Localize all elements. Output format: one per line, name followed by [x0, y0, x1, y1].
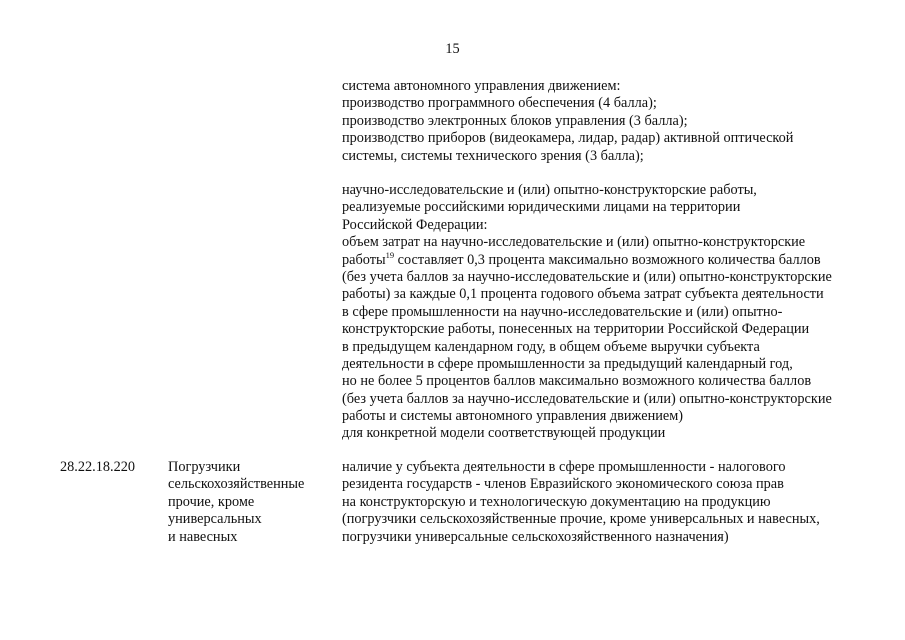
text-line: Российской Федерации:	[342, 216, 488, 233]
requirement-text	[342, 459, 882, 546]
text-line: сельскохозяйственные	[168, 476, 305, 493]
text-line: для конкретной модели соответствующей продукции	[342, 425, 666, 442]
text-line: (без учета баллов за научно-исследовательские и (или) опытно-конструкторские	[342, 390, 832, 407]
text-line: работы) за каждые 0,1 процента годового объема затрат субъекта деятельности	[342, 286, 824, 303]
text-line: в предыдущем календарном году, в общем объеме выручки субъекта	[342, 338, 760, 355]
rnd-criteria	[342, 182, 882, 443]
text-line: производство электронных блоков управления (3 балла);	[342, 112, 688, 129]
text-line: производство приборов (видеокамера, лидар, радар) активной оптической	[342, 130, 794, 147]
text-line: производство программного обеспечения (4 балла);	[342, 95, 657, 112]
text-line: погрузчики универсальные сельскохозяйственного назначения)	[342, 528, 729, 545]
footnote-marker: 19	[385, 249, 395, 260]
text-fragment: составляет 0,3 процента максимально возможного количества баллов	[394, 251, 821, 268]
text-line: и навесных	[168, 528, 238, 545]
text-line: конструкторские работы, понесенных на территории Российской Федерации	[342, 321, 810, 338]
text-line: в сфере промышленности на научно-исследовательские и (или) опытно-	[342, 303, 783, 320]
text-line: на конструкторскую и технологическую документацию на продукцию	[342, 493, 771, 510]
text-line: резидента государств - членов Евразийского экономического союза прав	[342, 476, 784, 493]
product-code-text: 28.22.18.220	[60, 459, 136, 475]
text-line: (погрузчики сельскохозяйственные прочие, кроме универсальных и навесных,	[342, 511, 820, 528]
text-line: универсальных	[168, 511, 262, 528]
text-line: наличие у субъекта деятельности в сфере промышленности - налогового	[342, 459, 786, 475]
text-line: система автономного управления движением:	[342, 78, 621, 94]
autonomous-control-criteria	[342, 78, 882, 165]
product-name	[168, 459, 338, 546]
product-code	[60, 459, 135, 476]
text-fragment: работы	[342, 251, 386, 268]
text-line: но не более 5 процентов баллов максимально возможного количества баллов	[342, 373, 812, 390]
text-line-with-footnote	[342, 249, 882, 269]
text-line: (без учета баллов за научно-исследовательские и (или) опытно-конструкторские	[342, 268, 832, 285]
text-line: Погрузчики	[168, 459, 241, 475]
text-line: системы, системы технического зрения (3 балла);	[342, 147, 644, 164]
text-line: объем затрат на научно-исследовательские и (или) опытно-конструкторские	[342, 234, 806, 251]
text-line: прочие, кроме	[168, 493, 255, 510]
page-number: 15	[445, 41, 460, 57]
text-line: работы и системы автономного управления движением)	[342, 408, 684, 425]
text-line: деятельности в сфере промышленности за предыдущий календарный год,	[342, 355, 793, 372]
text-line: научно-исследовательские и (или) опытно-конструкторские работы,	[342, 182, 757, 198]
text-line: реализуемые российскими юридическими лицами на территории	[342, 199, 741, 216]
